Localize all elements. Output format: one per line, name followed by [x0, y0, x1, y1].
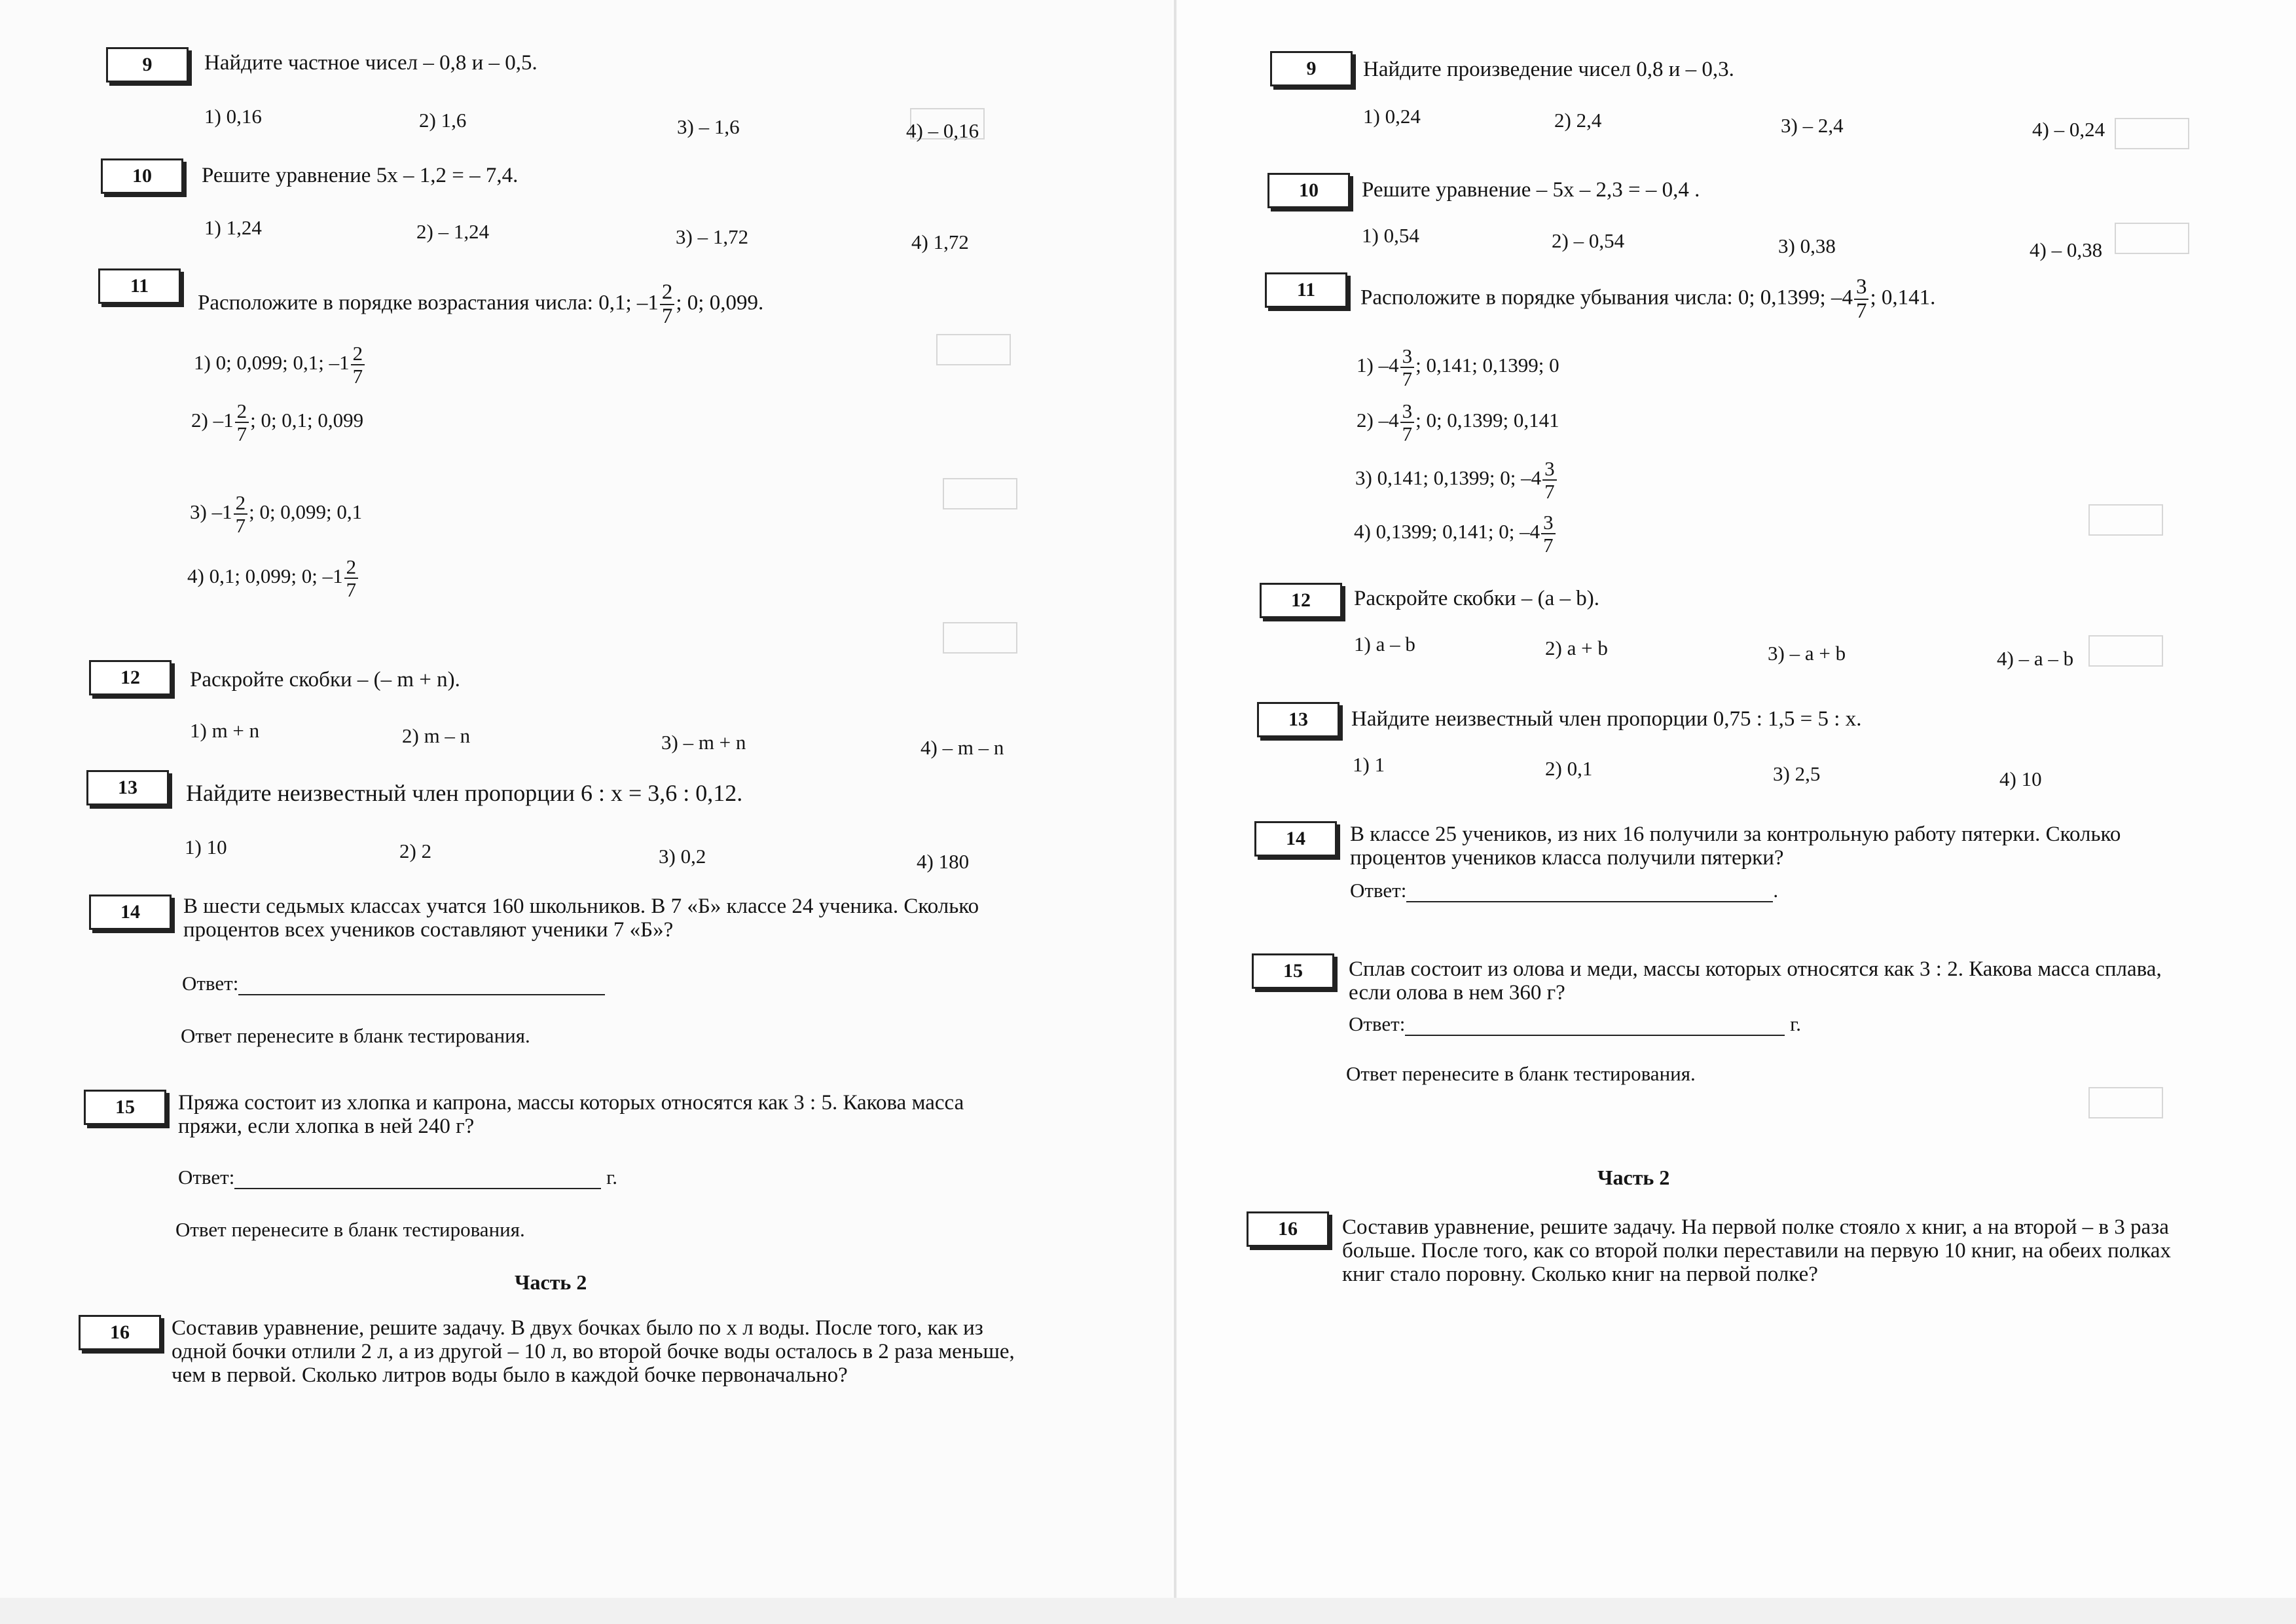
- task-13-option-3: 3) 2,5: [1773, 762, 1821, 785]
- task-number-15: 15: [84, 1090, 166, 1125]
- task-question-14: В классе 25 учеников, из них 16 получили за контрольную работу пятерки. Сколько процентов учеников класса получили пятерки?: [1350, 822, 2121, 870]
- task-12-option-1: 1) a – b: [1354, 633, 1415, 655]
- task-10-option-2: 2) – 0,54: [1552, 229, 1625, 252]
- task-number-11: 11: [98, 268, 181, 304]
- task-13-option-3: 3) 0,2: [659, 845, 706, 868]
- task-number-16: 16: [1247, 1211, 1329, 1247]
- task-12-option-3: 3) – a + b: [1768, 642, 1846, 665]
- ghost-box: [936, 334, 1011, 365]
- task-9-option-3: 3) – 1,6: [677, 115, 740, 138]
- task-12-option-4: 4) – m – n: [920, 736, 1004, 759]
- task-number-10: 10: [1267, 173, 1350, 208]
- ghost-box: [943, 622, 1017, 654]
- task-9-option-2: 2) 1,6: [419, 109, 467, 132]
- task-number-12: 12: [89, 660, 172, 695]
- task-9-option-3: 3) – 2,4: [1781, 114, 1844, 137]
- task-9-option-1: 1) 0,16: [204, 105, 262, 128]
- task-question-12: Раскройте скобки – (– m + n).: [190, 668, 460, 692]
- task-12-option-2: 2) m – n: [402, 724, 471, 747]
- task-question-11: Расположите в порядке убывания числа: 0; 0,1399; –4 $\frac{3}{7}$ ; 0,141.: [1360, 275, 1936, 323]
- task-12-option-4: 4) – a – b: [1997, 647, 2074, 670]
- task-13-option-2: 2) 2: [399, 840, 432, 862]
- ghost-box: [943, 478, 1017, 509]
- task-9-option-2: 2) 2,4: [1554, 109, 1602, 132]
- task-13-option-1: 1) 1: [1353, 753, 1385, 776]
- task-15-answer-line: [1405, 1015, 1785, 1036]
- task-question-13: Найдите неизвестный член пропорции 0,75 : 1,5 = 5 : x.: [1351, 707, 1862, 731]
- task-11-option-4: 4) 0,1399; 0,141; 0; –4 $\frac{3}{7}$: [1354, 512, 1557, 555]
- task-number-13: 13: [86, 770, 169, 805]
- task-14-answer-line: [1406, 881, 1773, 902]
- task-15-note: Ответ перенесите в бланк тестирования.: [175, 1218, 525, 1241]
- task-question-12: Раскройте скобки – (a – b).: [1354, 587, 1600, 610]
- task-10-option-2: 2) – 1,24: [416, 220, 490, 243]
- part-2-heading: Часть 2: [515, 1270, 587, 1294]
- task-13-option-4: 4) 10: [1999, 767, 2042, 790]
- task-15-answer: Ответ: г.: [1349, 1012, 1802, 1035]
- task-15-answer-line: [234, 1168, 601, 1189]
- task-number-14: 14: [1254, 821, 1337, 857]
- task-question-14: В шести седьмых классах учатся 160 школьников. В 7 «Б» классе 24 ученика. Сколько процентов всех учеников составляют ученики 7 «Б»?: [183, 895, 979, 942]
- task-number-12: 12: [1260, 583, 1342, 618]
- task-9-option-4: 4) – 0,16: [906, 119, 979, 142]
- task-11-option-3: 3) –1 $\frac{2}{7}$ ; 0; 0,099; 0,1: [190, 491, 363, 537]
- task-10-option-4: 4) 1,72: [911, 231, 969, 253]
- task-10-option-4: 4) – 0,38: [2030, 238, 2103, 261]
- task-15-note: Ответ перенесите в бланк тестирования.: [1346, 1062, 1696, 1085]
- task-9-option-1: 1) 0,24: [1363, 105, 1421, 128]
- fraction: $\frac{3}{7}$: [1854, 276, 1869, 322]
- ghost-box: [2115, 118, 2189, 149]
- task-15-answer: Ответ: г.: [178, 1166, 618, 1189]
- task-12-option-1: 1) m + n: [190, 719, 260, 742]
- task-14-answer-line: [238, 974, 605, 995]
- task-number-9: 9: [106, 47, 189, 83]
- task-question-16: Составив уравнение, решите задачу. В двух бочках было по x л воды. После того, как из одной бочки отлили 2 л, а из другой – 10 л, во второй бочке воды осталось в 2 раза меньше, чем в первой. Сколько литров воды было в каждой бочке первоначально?: [172, 1316, 1015, 1387]
- right-page: [1178, 0, 2296, 1598]
- task-question-15: Пряжа состоит из хлопка и капрона, массы которых относятся как 3 : 5. Какова масса пряжи, если хлопка в ней 240 г?: [178, 1091, 964, 1138]
- task-12-option-3: 3) – m + n: [661, 731, 746, 754]
- ghost-box: [2088, 504, 2163, 536]
- part-2-heading: Часть 2: [1597, 1166, 1670, 1189]
- task-question-10: Решите уравнение 5x – 1,2 = – 7,4.: [202, 164, 519, 187]
- task-question-16: Составив уравнение, решите задачу. На первой полке стояло x книг, а на второй – в 3 раза больше. После того, как со второй полки переставили на первую 10 книг, на обеих полках книг стало поровну. Сколько книг на первой полке?: [1342, 1215, 2171, 1286]
- task-10-option-3: 3) – 1,72: [676, 225, 749, 248]
- task-number-16: 16: [79, 1315, 161, 1350]
- task-number-14: 14: [89, 895, 172, 930]
- task-question-9: Найдите произведение чисел 0,8 и – 0,3.: [1363, 58, 1734, 81]
- task-14-note: Ответ перенесите в бланк тестирования.: [181, 1024, 530, 1047]
- task-13-option-1: 1) 10: [185, 836, 227, 858]
- scan-bottom-edge: [0, 1598, 2296, 1624]
- task-11-option-2: 2) –1 $\frac{2}{7}$ ; 0; 0,1; 0,099: [191, 399, 364, 445]
- task-14-answer: Ответ: .: [1350, 879, 1779, 902]
- task-10-option-1: 1) 0,54: [1362, 224, 1419, 247]
- task-number-10: 10: [101, 158, 183, 194]
- fraction: $\frac{2}{7}$: [660, 282, 675, 327]
- ghost-box: [2115, 223, 2189, 254]
- task-11-option-2: 2) –4 $\frac{3}{7}$ ; 0; 0,1399; 0,141: [1357, 399, 1559, 445]
- task-number-13: 13: [1257, 702, 1339, 737]
- task-number-11: 11: [1265, 272, 1347, 308]
- task-10-option-1: 1) 1,24: [204, 216, 262, 239]
- ghost-box: [2088, 635, 2163, 667]
- task-question-13: Найдите неизвестный член пропорции 6 : x = 3,6 : 0,12.: [186, 780, 743, 806]
- task-11-option-4: 4) 0,1; 0,099; 0; –1 $\frac{2}{7}$: [187, 557, 359, 600]
- task-11-option-1: 1) –4 $\frac{3}{7}$ ; 0,141; 0,1399; 0: [1357, 344, 1559, 390]
- task-number-9: 9: [1270, 51, 1353, 86]
- task-question-10: Решите уравнение – 5x – 2,3 = – 0,4 .: [1362, 178, 1700, 202]
- task-question-15: Сплав состоит из олова и меди, массы которых относятся как 3 : 2. Какова масса сплава, если олова в нем 360 г?: [1349, 957, 2162, 1005]
- task-number-15: 15: [1252, 953, 1334, 989]
- task-11-option-1: 1) 0; 0,099; 0,1; –1 $\frac{2}{7}$: [194, 343, 366, 386]
- task-13-option-2: 2) 0,1: [1545, 757, 1593, 780]
- task-9-option-4: 4) – 0,24: [2032, 118, 2105, 141]
- ghost-box: [2088, 1087, 2163, 1118]
- task-question-9: Найдите частное чисел – 0,8 и – 0,5.: [204, 51, 538, 75]
- task-13-option-4: 4) 180: [917, 850, 970, 873]
- page-fold: [1174, 0, 1176, 1604]
- task-14-answer: Ответ:: [182, 972, 605, 995]
- task-12-option-2: 2) a + b: [1545, 637, 1608, 659]
- task-11-option-3: 3) 0,141; 0,1399; 0; –4 $\frac{3}{7}$: [1355, 458, 1558, 502]
- task-10-option-3: 3) 0,38: [1778, 234, 1836, 257]
- task-question-11: Расположите в порядке возрастания числа: 0,1; –1 $\frac{2}{7}$ ; 0; 0,099.: [198, 280, 764, 328]
